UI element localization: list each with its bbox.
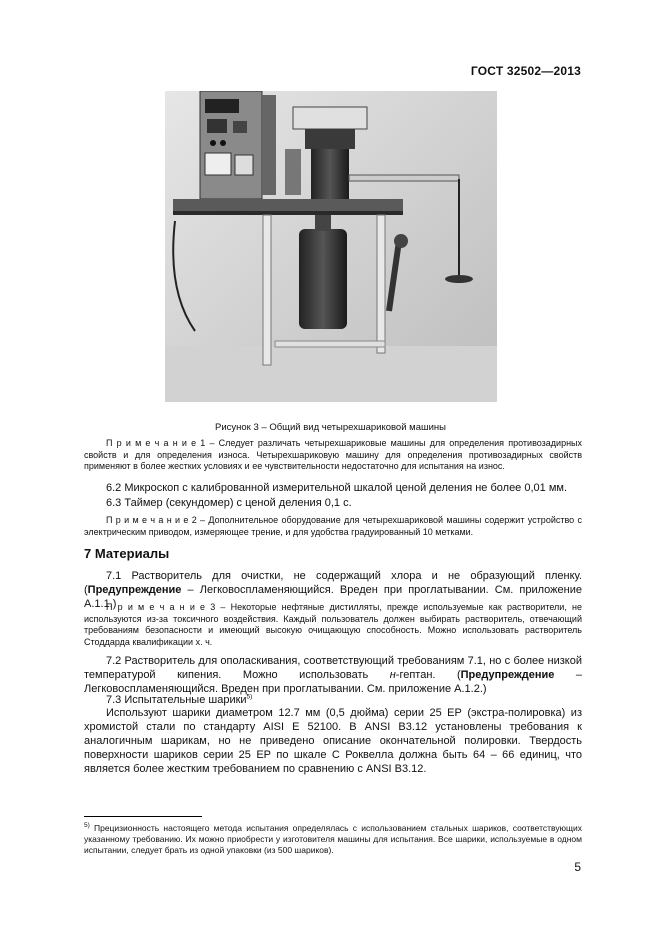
figure-caption: Рисунок 3 – Общий вид четырехшариковой машины: [215, 422, 446, 433]
standard-code: ГОСТ 32502—2013: [470, 64, 581, 78]
footnote-ref: 5): [246, 693, 253, 701]
note-2-label: П р и м е ч а н и е 2: [106, 515, 197, 525]
p7-2-a: 7.2 Растворитель для ополаскивания, соответствующий требованиям 7.1, но с более низкой температурой кипения. Можно использовать: [84, 655, 582, 681]
paragraph-6-2: 6.2 Микроскоп с калиброванной измерительной шкалой ценой деления не более 0,01 мм.: [106, 482, 568, 494]
footnote: [84, 823, 582, 856]
p7-1-warning: Предупреждение: [87, 584, 182, 596]
four-ball-machine-illustration: [165, 91, 497, 402]
page-number: 5: [574, 860, 581, 874]
p7-2-c: – Легковоспламеняющийся. Вреден при проглатывании. См. приложение А.1.2.): [84, 669, 582, 695]
note-3-text: – Некоторые нефтяные дистилляты, прежде используемые как растворители, не используются из-за токсичного воздействия. Каждый пользователь должен выбирать растворитель, отвечающий требованиям безопасности и имеющий высокую очищающую способность. Можно использовать растворитель Стоддарда квалификации х. ч.: [84, 602, 582, 647]
paragraph-7-2: [84, 654, 582, 696]
section-7-heading: 7 Материалы: [84, 546, 170, 561]
note-2-text: – Дополнительное оборудование для четырехшариковой машины содержит устройство с электрическим приводом, измеряющее трение, и для удобства градуированный 10 метками.: [84, 515, 582, 537]
note-1: [84, 438, 582, 473]
note-1-label: П р и м е ч а н и е 1: [106, 438, 206, 448]
p7-2-b: -гептан. (: [395, 669, 461, 681]
footnote-mark: 5): [84, 822, 90, 830]
p7-3-title: 7.3 Испытательные шарики: [106, 694, 247, 706]
note-2: [84, 515, 582, 538]
note-1-text: – Следует различать четырехшариковые машины для определения противозадирных свойств и для определения износа. Четырехшариковую машину для определения противозадирных свойств применяют в более жестких условиях и ее чувствительности недостаточно для испытания на износ.: [84, 438, 583, 471]
p7-1-c: – Легковоспламеняющийся. Вреден при проглатывании. См. приложение А.1.1.): [84, 584, 582, 610]
note-3-label: П р и м е ч а н и е 3: [106, 602, 216, 612]
p7-2-italic: н: [389, 669, 396, 681]
note-3: [84, 602, 582, 648]
paragraph-6-3: 6.3 Таймер (секундомер) с ценой деления 0,1 с.: [106, 497, 352, 509]
p7-1-a: 7.1 Растворитель для очистки, не содержащий хлора и не образующий пленку. (: [84, 570, 582, 596]
footnote-text: Прецизионность настоящего метода испытания определялась с использованием стальных шариков, соответствующих указанному требованию. Их можно приобрести у изготовителя машины для испытания. Все шарики, используемые в одном испытании, следует брать из одной упаковки (из 500 шариков).: [84, 823, 582, 855]
footnote-divider: [84, 816, 202, 817]
p7-2-warning: Предупреждение: [460, 669, 555, 681]
figure-photo: [165, 91, 497, 402]
paragraph-7-3-title: [84, 693, 582, 707]
paragraph-7-3-text: Используют шарики диаметром 12.7 мм (0,5 дюйма) серии 25 ЕР (экстра-полировка) из хромистой стали по стандарту AISI E 52100. В ANSI B3.12 установлены требования к аналогичным шарикам, но не приведено описание окончательной полировки. Твердость поверхности шариков серии 25 ЕР по шкале С Роквелла должна быть 64 – 66 единиц, что является более жестким требованием по сравнению с ANSI B3.12.: [84, 707, 582, 775]
